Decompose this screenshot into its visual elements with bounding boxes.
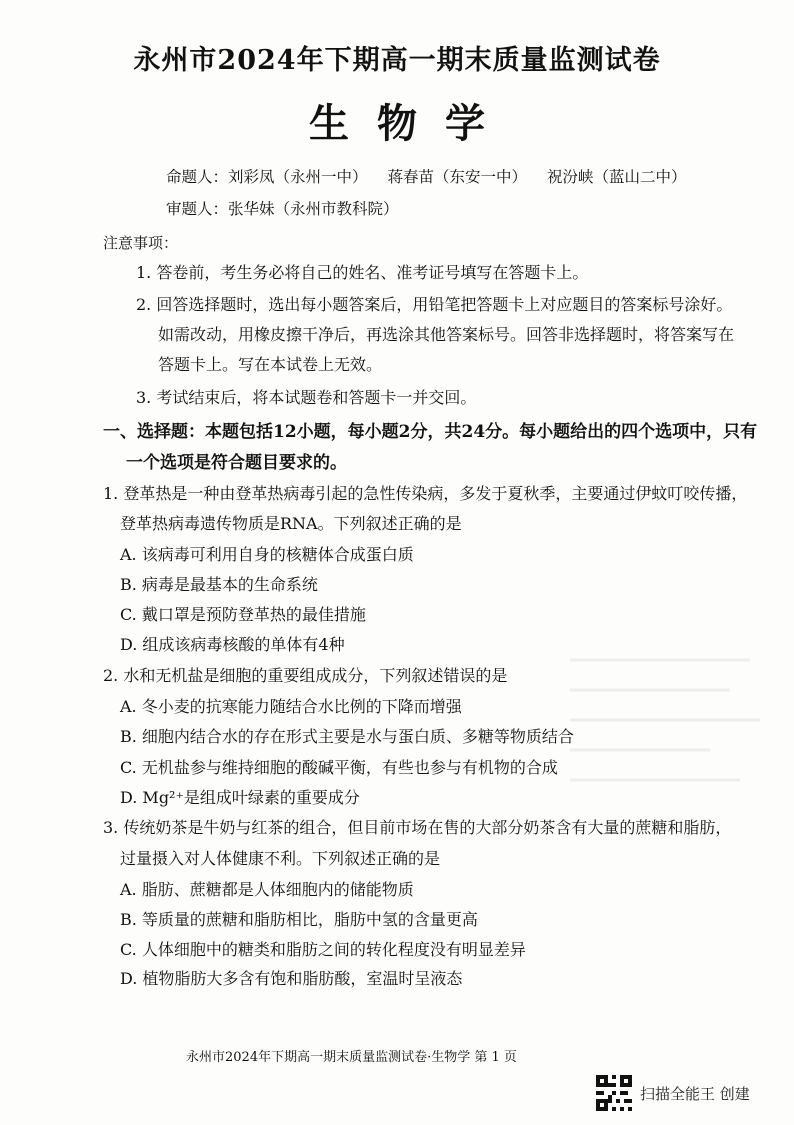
- exam-title: 永州市2024年下期高一期末质量监测试卷: [133, 45, 661, 76]
- question-2-option-b: B. 细胞内结合水的存在形式主要是水与蛋白质、多糖等物质结合: [120, 727, 574, 746]
- question-3-stem-2: 过量摄入对人体健康不利。下列叙述正确的是: [120, 849, 441, 868]
- question-1-stem-1: 1. 登革热是一种由登革热病毒引起的急性传染病，多发于夏秋季，主要通过伊蚊叮咬传播，: [103, 484, 748, 503]
- note-line-2: 2. 回答选择题时，选出每小题答案后，用铅笔把答题卡上对应题目的答案标号涂好。: [136, 295, 733, 314]
- question-3-option-c: C. 人体细胞中的糖类和脂肪之间的转化程度没有明显差异: [120, 940, 526, 959]
- section-heading-line-1: 一、选择题：本题包括12小题，每小题2分，共24分。每小题给出的四个选项中，只有: [103, 422, 758, 442]
- note-line-5: 3. 考试结束后，将本试题卷和答题卡一并交回。: [136, 388, 477, 407]
- question-1-option-a: A. 该病毒可利用自身的核糖体合成蛋白质: [120, 545, 414, 564]
- notes-heading: 注意事项：: [103, 234, 179, 252]
- qr-code-icon: [596, 1075, 632, 1111]
- bleed-through-marks: [560, 650, 770, 800]
- question-1-stem-2: 登革热病毒遗传物质是RNA。下列叙述正确的是: [120, 514, 462, 533]
- setter-3: 祝汾峡（蓝山二中）: [547, 168, 687, 186]
- question-3-option-d: D. 植物脂肪大多含有饱和脂肪酸，室温时呈液态: [120, 969, 463, 988]
- scanner-watermark: [596, 1075, 750, 1111]
- question-2-stem-1: 2. 水和无机盐是细胞的重要组成成分，下列叙述错误的是: [103, 666, 508, 685]
- reviewer-line: [166, 197, 419, 219]
- question-1-option-b: B. 病毒是最基本的生命系统: [120, 575, 318, 594]
- subject-title: 生物学: [309, 100, 513, 147]
- question-3-stem-1: 3. 传统奶茶是牛奶与红茶的组合，但目前市场在售的大部分奶茶含有大量的蔗糖和脂肪，: [103, 818, 732, 837]
- note-line-4: 答题卡上。写在本试卷上无效。: [158, 355, 383, 374]
- page-footer: 永州市2024年下期高一期末质量监测试卷·生物学 第 1 页: [186, 1050, 517, 1065]
- question-1-option-d: D. 组成该病毒核酸的单体有4种: [120, 635, 345, 654]
- setters-label: 命题人：: [166, 168, 229, 186]
- scanner-watermark-text: 扫描全能王 创建: [640, 1084, 750, 1103]
- question-1-option-c: C. 戴口罩是预防登革热的最佳措施: [120, 605, 366, 624]
- question-3-option-b: B. 等质量的蔗糖和脂肪相比，脂肪中氢的含量更高: [120, 910, 478, 929]
- note-line-3: 如需改动，用橡皮擦干净后，再选涂其他答案标号。回答非选择题时，将答案写在: [158, 325, 735, 344]
- setter-1: 刘彩凤（永州一中）: [228, 168, 368, 186]
- question-3-option-a: A. 脂肪、蔗糖都是人体细胞内的储能物质: [120, 880, 414, 899]
- setters-line: [166, 165, 707, 187]
- note-line-1: 1. 答卷前，考生务必将自己的姓名、准考证号填写在答题卡上。: [136, 263, 589, 282]
- question-2-option-c: C. 无机盐参与维持细胞的酸碱平衡，有些也参与有机物的合成: [120, 758, 558, 777]
- section-heading-line-2: 一个选项是符合题目要求的。: [126, 453, 347, 473]
- reviewer-name: 张华妹（永州市教科院）: [228, 200, 399, 218]
- question-2-option-d: D. Mg²⁺是组成叶绿素的重要成分: [120, 788, 360, 807]
- setter-2: 蒋春苗（东安一中）: [387, 168, 528, 186]
- reviewer-label: 审题人：: [166, 200, 229, 218]
- question-2-option-a: A. 冬小麦的抗寒能力随结合水比例的下降而增强: [120, 697, 462, 716]
